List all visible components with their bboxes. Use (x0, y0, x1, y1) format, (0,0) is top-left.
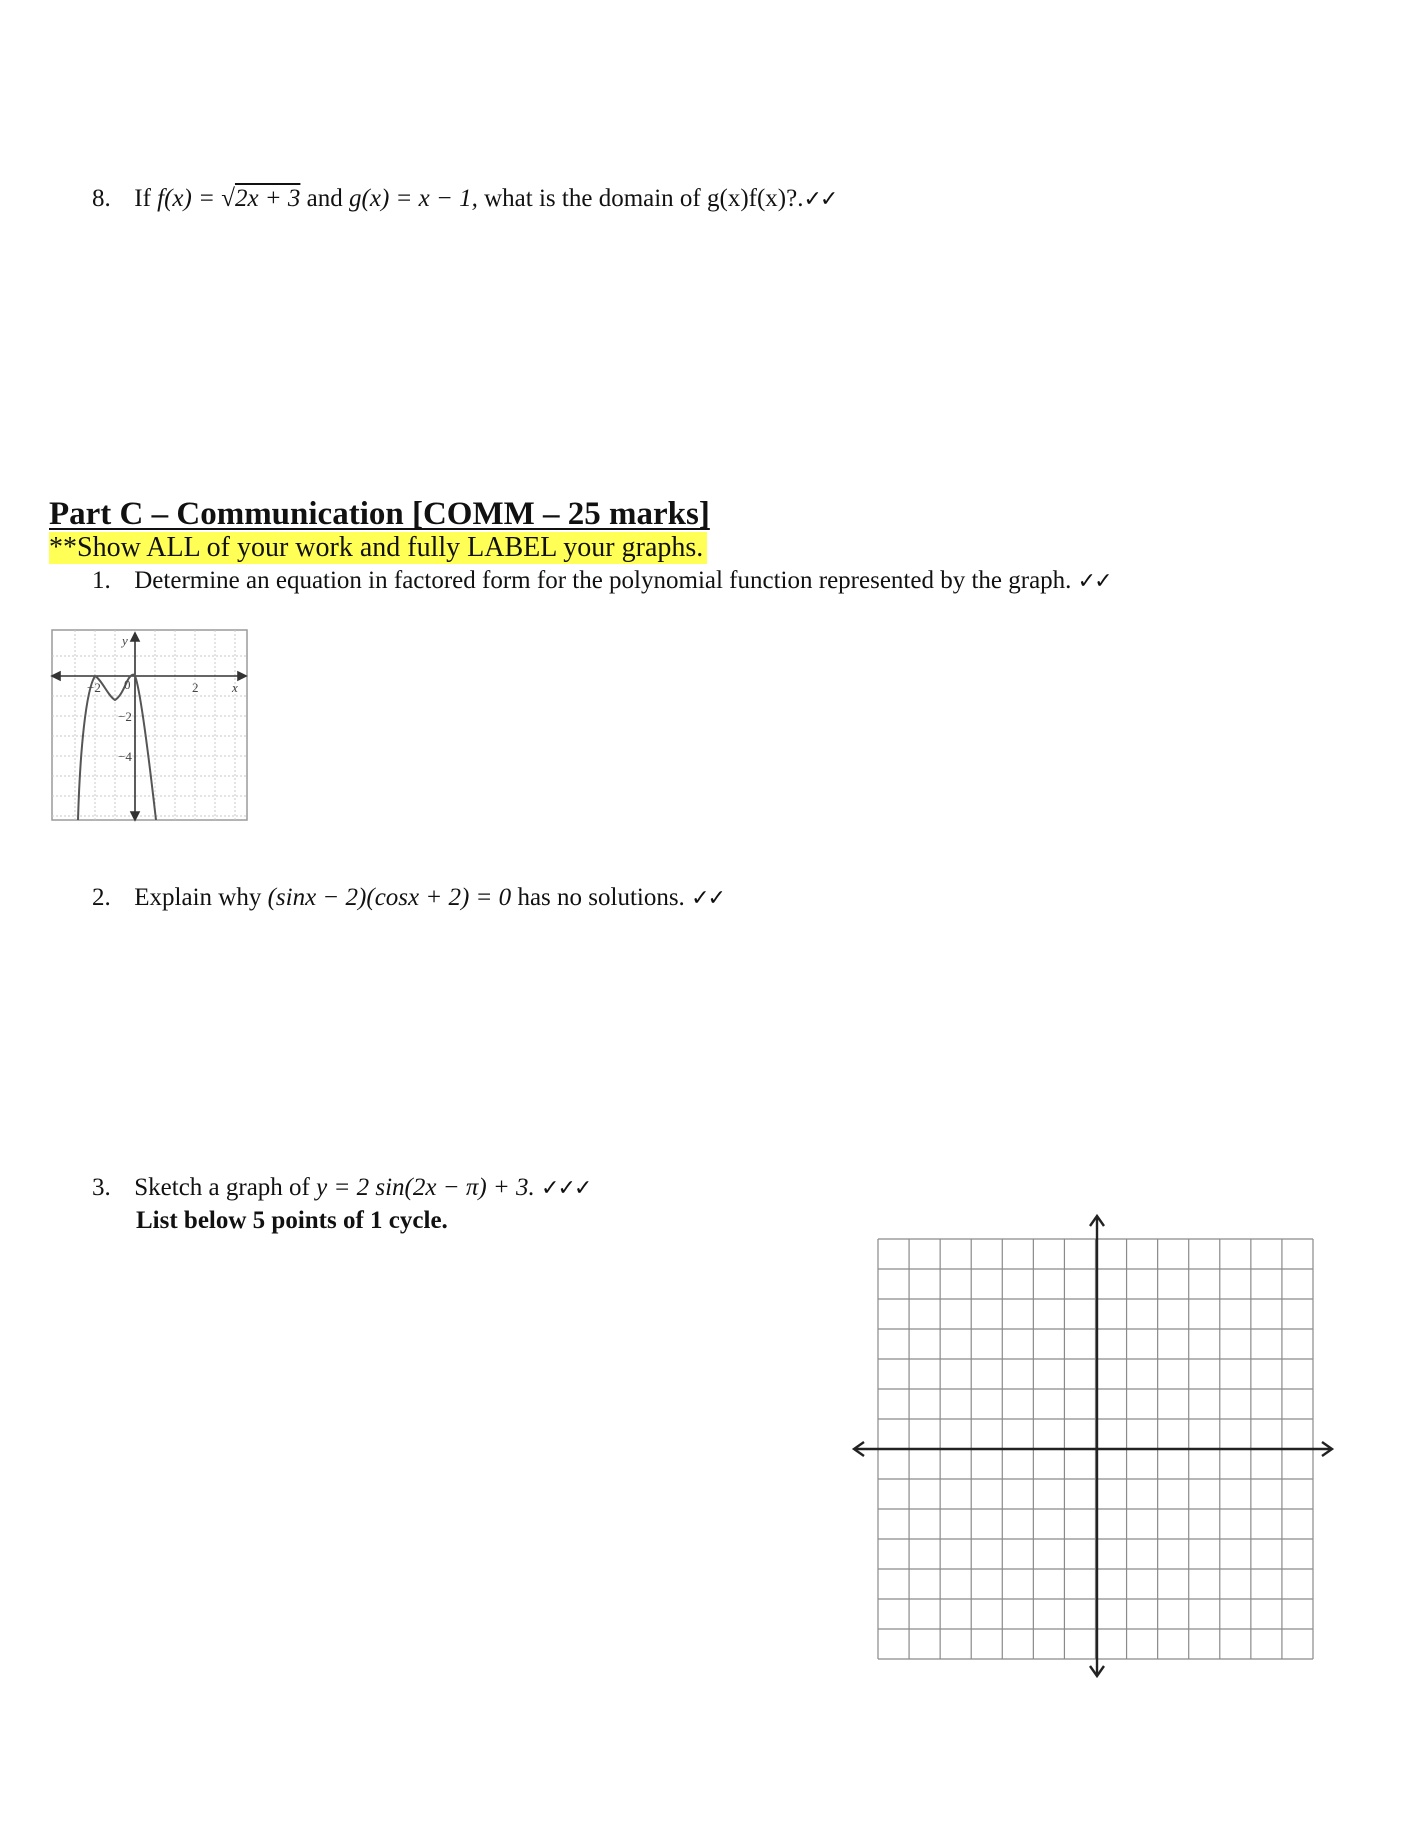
y-axis-label: y (122, 633, 128, 648)
part-c-instruction: **Show ALL of your work and fully LABEL your graphs. (49, 532, 707, 564)
question-text-post: has no solutions. (517, 884, 685, 911)
question-text-pre: If (134, 185, 151, 212)
question-text-post: what is the domain of g(x)f(x)?. (484, 185, 804, 212)
tick-label-y-neg2: −2 (118, 709, 132, 724)
question-text-pre: Sketch a graph of (134, 1174, 310, 1201)
marks-checkmarks: ✓✓ (803, 187, 837, 212)
g-definition: g(x) = x − 1, (349, 185, 478, 212)
question-text: Determine an equation in factored form for the polynomial function represented by the graph. (134, 567, 1072, 594)
question-number: 3. (92, 1174, 111, 1201)
tick-label-y-neg4: −4 (118, 749, 132, 764)
tick-label-x-2: 2 (192, 680, 199, 695)
question-number: 8. (92, 185, 111, 212)
question-text-pre: Explain why (134, 884, 262, 911)
graph-frame (52, 630, 247, 820)
part-c-title: Part C – Communication [COMM – 25 marks] (49, 496, 710, 532)
trig-equation: (sinx − 2)(cosx + 2) = 0 (267, 884, 512, 911)
f-radicand: 2x + 3 (234, 185, 301, 212)
question-3 (92, 1173, 590, 1204)
question-number: 2. (92, 884, 111, 911)
marks-checkmarks: ✓✓ (691, 886, 724, 911)
question-text-mid: and (306, 185, 343, 212)
x-axis-label: x (232, 680, 238, 695)
f-definition: f(x) = √ (157, 185, 235, 212)
marks-checkmarks: ✓✓✓ (541, 1176, 591, 1201)
question-number: 1. (92, 567, 111, 594)
sine-equation: y = 2 sin(2x − π) + 3. (316, 1174, 535, 1201)
grid-axes (854, 1216, 1332, 1676)
question-1 (92, 566, 1111, 597)
tick-label-origin: 0 (124, 677, 131, 692)
tick-label-x-neg2: −2 (87, 680, 101, 695)
marks-checkmarks: ✓✓ (1077, 569, 1111, 594)
question-2 (92, 883, 724, 914)
question-8 (92, 184, 836, 215)
blank-graph-grid (850, 1214, 1350, 1694)
question-3-subtext: List below 5 points of 1 cycle. (136, 1207, 448, 1234)
polynomial-graph (52, 630, 252, 824)
